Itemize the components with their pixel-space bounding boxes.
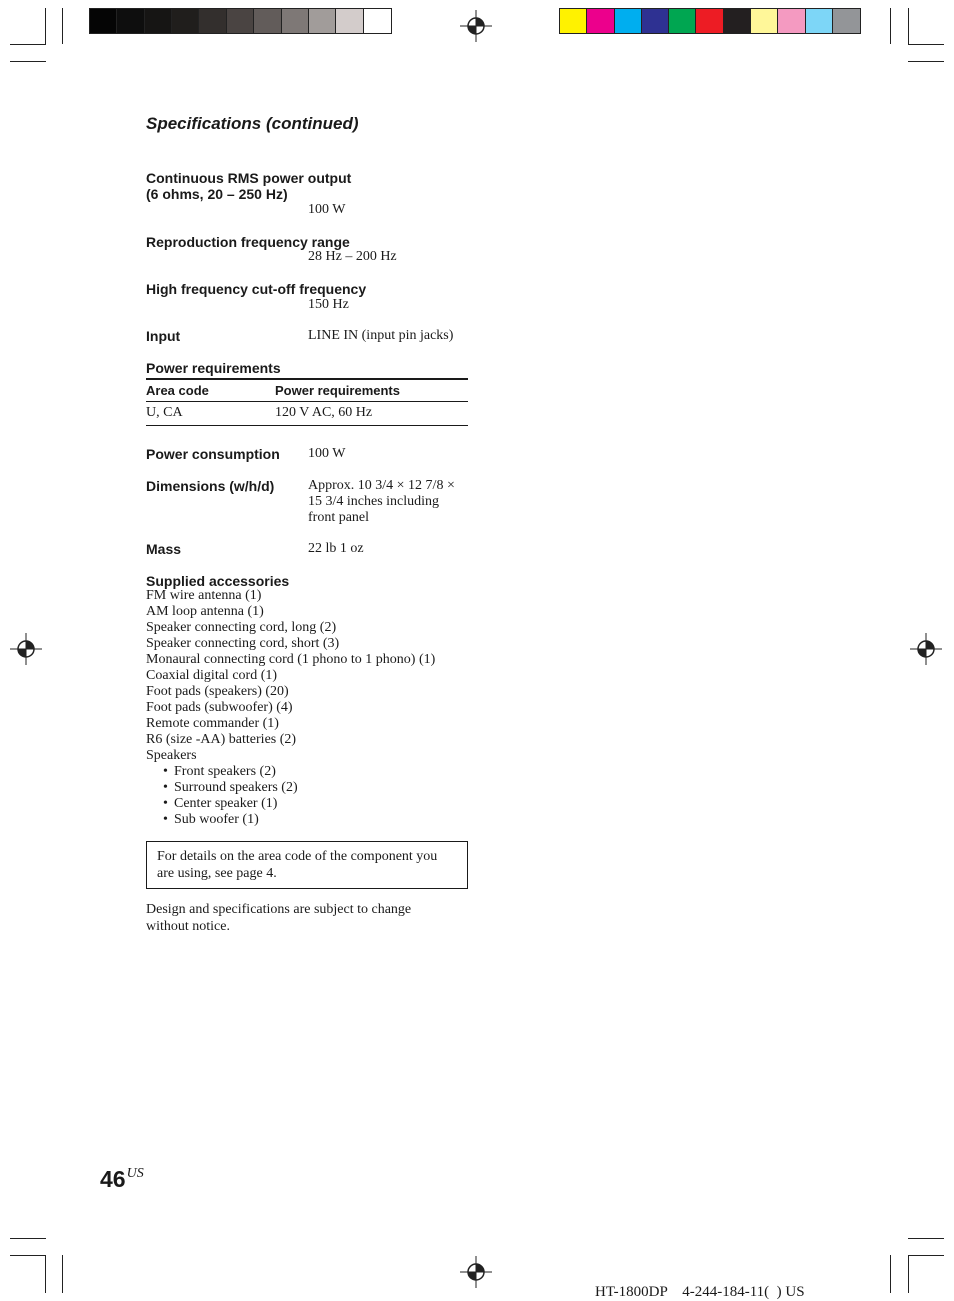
calibration-swatch xyxy=(587,9,614,33)
spec-label-rms-power-line2: (6 ohms, 20 – 250 Hz) xyxy=(146,186,288,202)
crop-mark xyxy=(908,44,944,45)
bullet-icon: • xyxy=(163,764,168,779)
notice-box xyxy=(146,841,468,889)
spec-label-frequency-range: Reproduction frequency range xyxy=(146,234,350,250)
registration-target-icon xyxy=(10,633,42,665)
calibration-swatch xyxy=(309,9,336,33)
calibration-swatch xyxy=(172,9,199,33)
spec-label-power-consumption: Power consumption xyxy=(146,446,280,462)
spec-value-rms-power: 100 W xyxy=(308,202,346,217)
notice-line1: For details on the area code of the component you xyxy=(157,849,438,864)
spec-label-cutoff-frequency: High frequency cut-off frequency xyxy=(146,281,367,297)
spec-value-input: LINE IN (input pin jacks) xyxy=(308,328,454,343)
spec-label-power-requirements: Power requirements xyxy=(146,360,281,376)
crop-mark xyxy=(10,61,46,62)
table-rule-bottom xyxy=(146,425,468,426)
spec-label-rms-power-line1: Continuous RMS power output xyxy=(146,170,352,186)
crop-mark xyxy=(45,1255,46,1293)
calibration-swatch xyxy=(642,9,669,33)
calibration-swatch xyxy=(227,9,254,33)
spec-value-cutoff-frequency: 150 Hz xyxy=(308,297,349,312)
spec-value-dimensions xyxy=(308,478,455,526)
color-calibration-bar xyxy=(559,8,861,34)
calibration-swatch xyxy=(751,9,778,33)
accessory-item: Speaker connecting cord, short (3) xyxy=(146,636,340,651)
crop-mark xyxy=(908,1255,909,1293)
crop-mark xyxy=(890,8,891,44)
crop-mark xyxy=(908,8,909,44)
accessory-item: Remote commander (1) xyxy=(146,716,279,731)
registration-target-icon xyxy=(460,10,492,42)
calibration-swatch xyxy=(199,9,226,33)
spec-label-input: Input xyxy=(146,328,181,344)
accessory-item: Coaxial digital cord (1) xyxy=(146,668,278,683)
accessory-item: R6 (size -AA) batteries (2) xyxy=(146,732,297,747)
spec-value-dimensions-line1: Approx. 10 3/4 × 12 7/8 × xyxy=(308,478,455,493)
crop-mark xyxy=(10,1255,46,1256)
spec-value-dimensions-line2: 15 3/4 inches including xyxy=(308,494,440,509)
crop-mark xyxy=(908,1255,944,1256)
calibration-swatch xyxy=(364,9,391,33)
registration-target-icon xyxy=(910,633,942,665)
crop-mark xyxy=(908,1238,944,1239)
registration-target-icon xyxy=(460,1256,492,1288)
bullet-icon: • xyxy=(163,796,168,811)
page-number xyxy=(100,1166,144,1193)
spec-value-frequency-range: 28 Hz – 200 Hz xyxy=(308,249,397,264)
speaker-item-label: Center speaker (1) xyxy=(174,796,278,811)
bullet-icon: • xyxy=(163,812,168,827)
calibration-swatch xyxy=(778,9,805,33)
table-cell-area-code: U, CA xyxy=(146,405,183,420)
speaker-item xyxy=(146,812,435,828)
speaker-item xyxy=(146,796,435,812)
crop-mark xyxy=(908,61,944,62)
calibration-swatch xyxy=(254,9,281,33)
crop-mark xyxy=(890,1255,891,1293)
speaker-item xyxy=(146,780,435,796)
accessories-list xyxy=(146,588,435,828)
calibration-swatch xyxy=(696,9,723,33)
table-rule-header xyxy=(146,401,468,402)
footer-model-code: HT-1800DP 4-244-184-11( ) US xyxy=(595,1284,805,1300)
section-title: Specifications (continued) xyxy=(146,114,359,133)
speaker-item-label: Sub woofer (1) xyxy=(174,812,259,827)
calibration-swatch xyxy=(282,9,309,33)
spec-label-rms-power xyxy=(146,170,351,202)
calibration-swatch xyxy=(117,9,144,33)
table-rule-top xyxy=(146,378,468,380)
bullet-icon: • xyxy=(163,780,168,795)
spec-value-dimensions-line3: front panel xyxy=(308,510,370,525)
spec-value-mass: 22 lb 1 oz xyxy=(308,541,364,556)
spec-label-mass: Mass xyxy=(146,541,182,557)
disclaimer xyxy=(146,901,411,935)
disclaimer-line1: Design and specifications are subject to change xyxy=(146,902,412,917)
calibration-swatch xyxy=(833,9,860,33)
grayscale-calibration-bar xyxy=(89,8,392,34)
calibration-swatch xyxy=(806,9,833,33)
table-header-power-requirements: Power requirements xyxy=(275,383,400,398)
accessory-item: Foot pads (speakers) (20) xyxy=(146,684,289,699)
calibration-swatch xyxy=(560,9,587,33)
crop-mark xyxy=(10,1238,46,1239)
table-header-area-code: Area code xyxy=(146,383,209,398)
accessory-item: Foot pads (subwoofer) (4) xyxy=(146,700,293,715)
accessories-title: Supplied accessories xyxy=(146,573,290,589)
crop-mark xyxy=(62,8,63,44)
speaker-item xyxy=(146,764,435,780)
accessory-item: FM wire antenna (1) xyxy=(146,588,262,603)
notice-line2: are using, see page 4. xyxy=(157,866,277,881)
accessory-item: Speaker connecting cord, long (2) xyxy=(146,620,337,635)
page-number-value: 46 xyxy=(100,1166,126,1192)
accessory-item: Monaural connecting cord (1 phono to 1 phono) (1) xyxy=(146,652,436,667)
calibration-swatch xyxy=(336,9,363,33)
page-number-suffix: US xyxy=(126,1166,144,1181)
disclaimer-line2: without notice. xyxy=(146,919,230,934)
speaker-item-label: Surround speakers (2) xyxy=(174,780,298,795)
speaker-item-label: Front speakers (2) xyxy=(174,764,276,779)
calibration-swatch xyxy=(145,9,172,33)
table-cell-power-requirements: 120 V AC, 60 Hz xyxy=(275,405,373,420)
crop-mark xyxy=(10,44,46,45)
spec-label-dimensions: Dimensions (w/h/d) xyxy=(146,478,275,494)
crop-mark xyxy=(62,1255,63,1293)
calibration-swatch xyxy=(90,9,117,33)
spec-value-power-consumption: 100 W xyxy=(308,446,346,461)
calibration-swatch xyxy=(669,9,696,33)
calibration-swatch xyxy=(615,9,642,33)
crop-mark xyxy=(45,8,46,44)
calibration-swatch xyxy=(724,9,751,33)
accessory-item: AM loop antenna (1) xyxy=(146,604,264,619)
accessory-item: Speakers xyxy=(146,748,197,763)
